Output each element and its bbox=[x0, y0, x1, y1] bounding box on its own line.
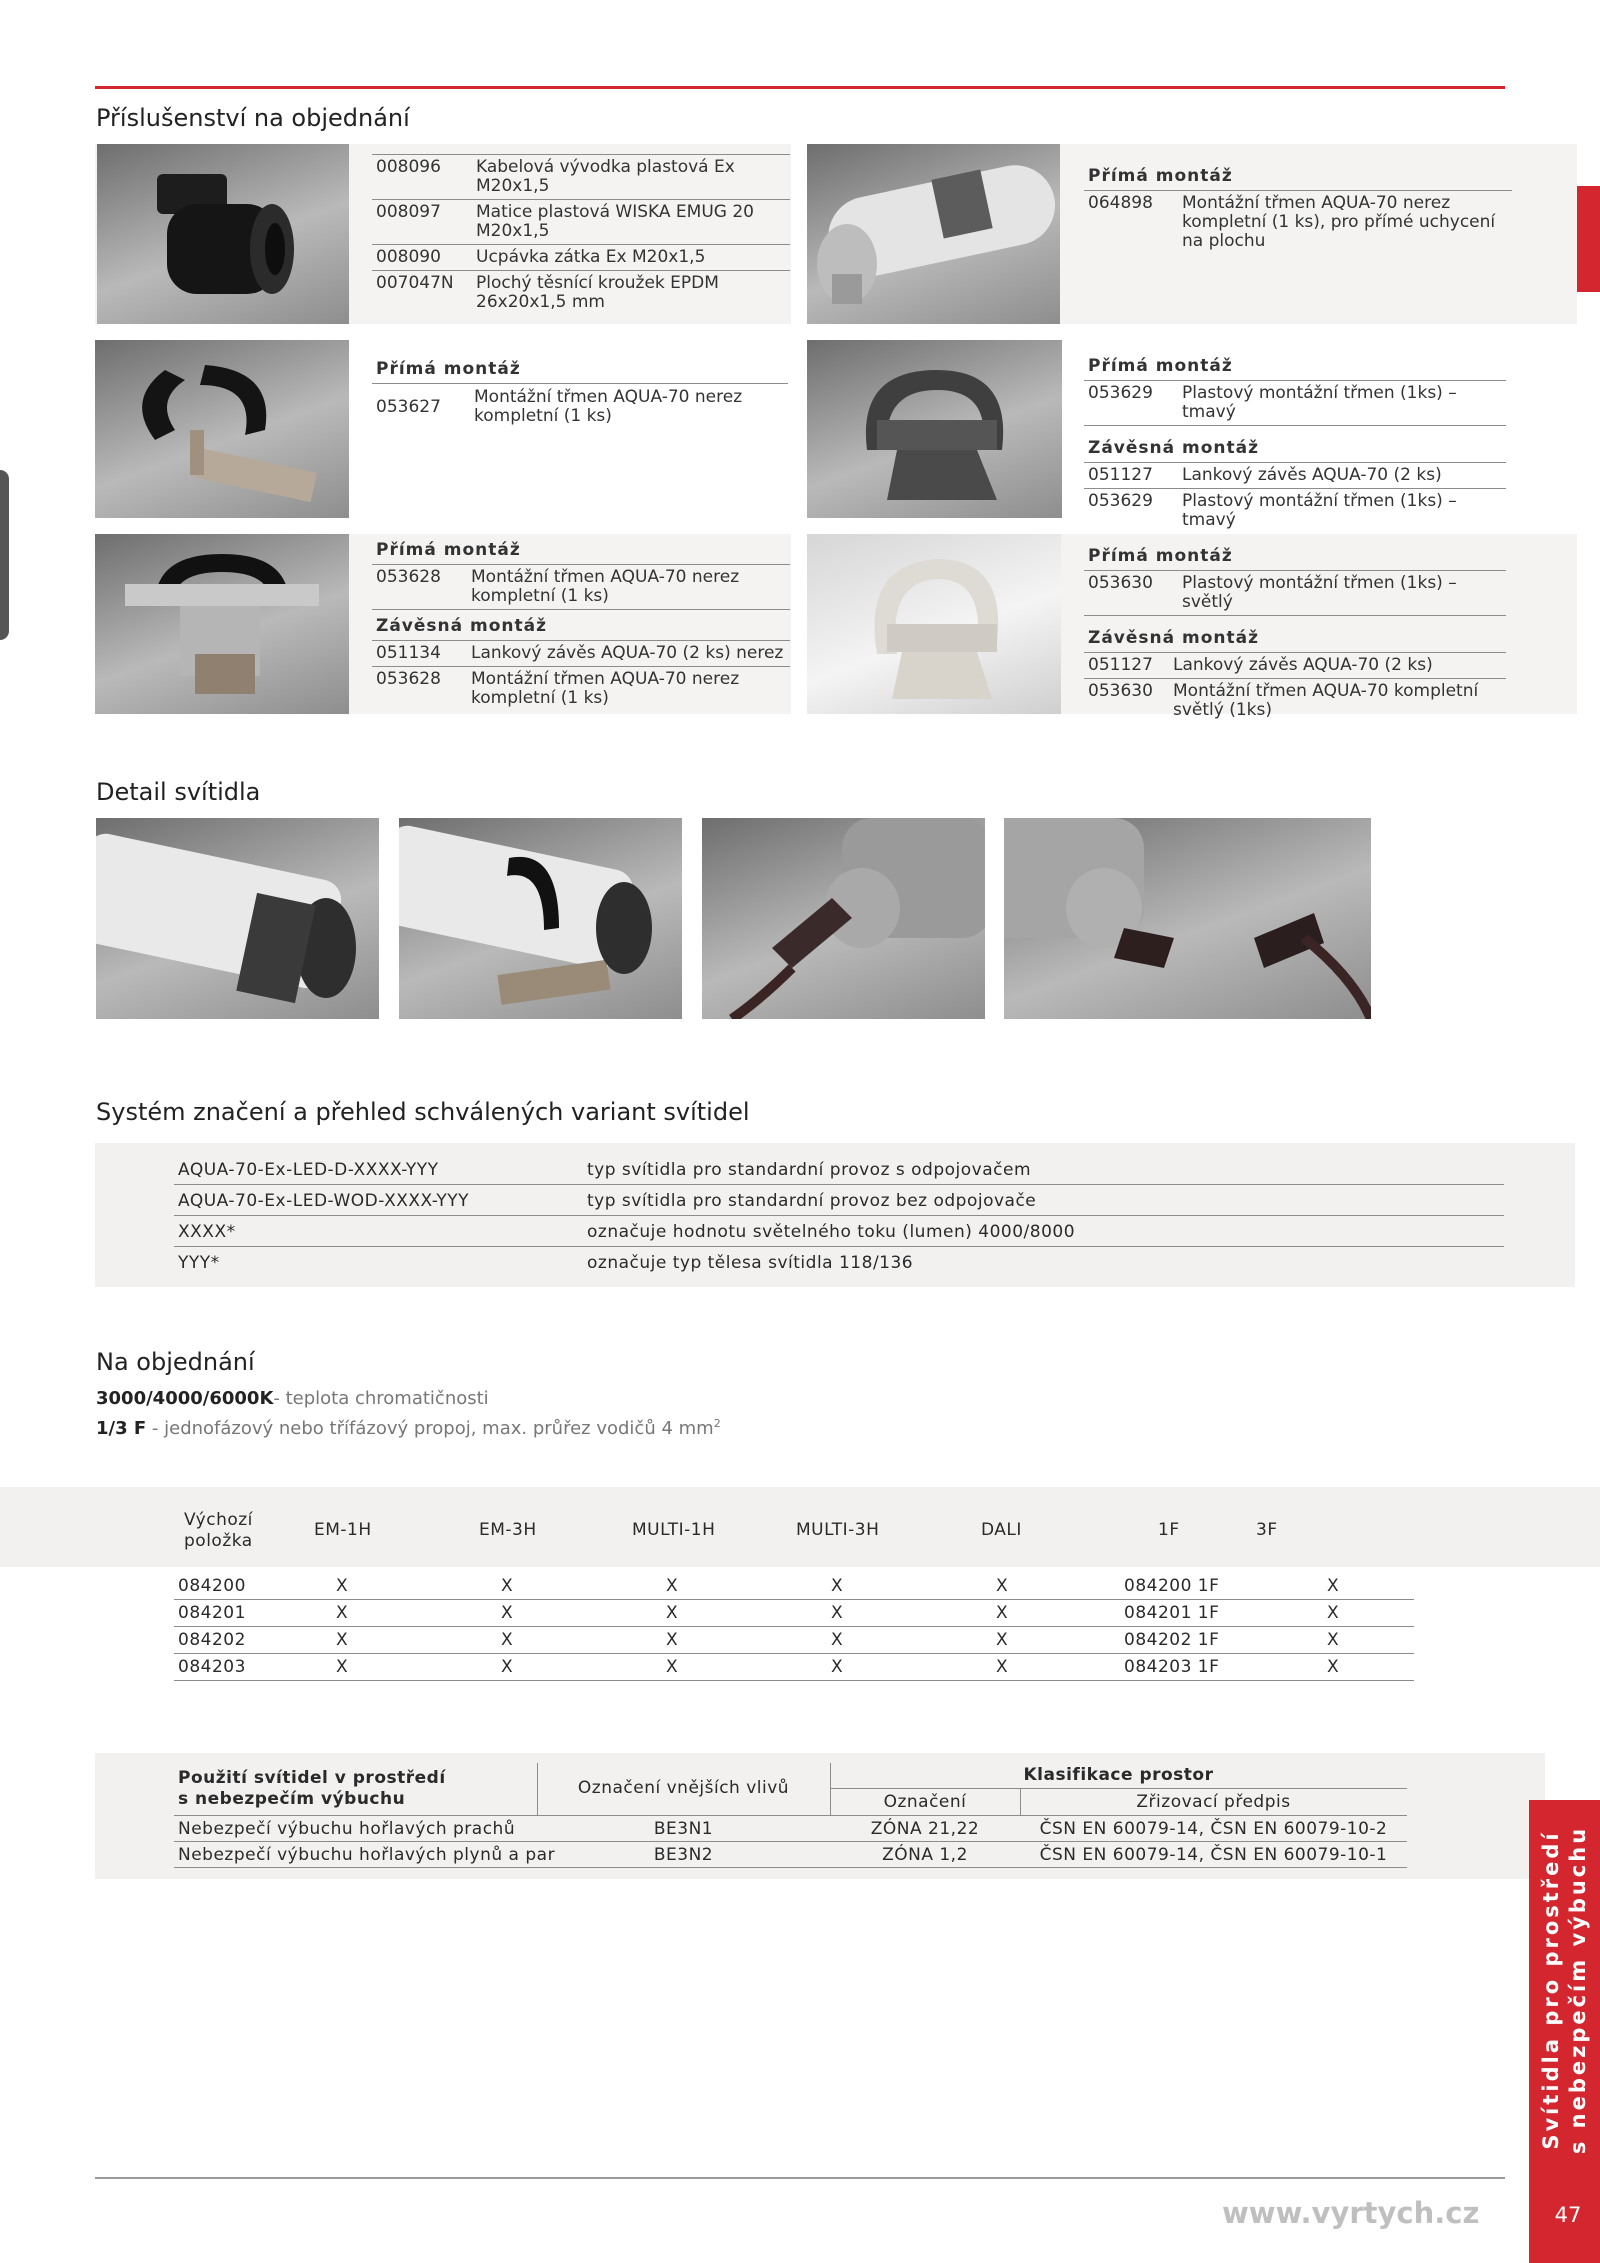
bottom-rule bbox=[95, 2177, 1505, 2179]
accessory-table-1 bbox=[372, 154, 790, 315]
header-3f: 3F bbox=[1256, 1520, 1278, 1540]
detail-photo-connector bbox=[1004, 818, 1371, 1019]
table-row: XXXX* označuje hodnotu světelného toku (lumen) 4000/8000 bbox=[174, 1216, 1504, 1247]
hazard-row-dust-label: Nebezpečí výbuchu hořlavých prachů bbox=[178, 1819, 516, 1839]
table-row: 051127 Lankový závěs AQUA-70 (2 ks) bbox=[1084, 653, 1506, 679]
accessories-title: Příslušenství na objednání bbox=[96, 104, 410, 132]
hazard-row-gas-influence: BE3N2 bbox=[653, 1845, 714, 1865]
table-row: 053629 Plastový montážní třmen (1ks) – tmavý bbox=[1084, 381, 1506, 426]
table-row: 053628 Montážní třmen AQUA-70 nerez kompletní (1 ks) bbox=[372, 565, 790, 610]
table-row: 008097 Matice plastová WISKA EMUG 20 M20x1,5 bbox=[372, 200, 790, 245]
header-em-1h: EM-1H bbox=[314, 1520, 372, 1540]
accessory-table-5 bbox=[372, 534, 790, 711]
variants-title: Systém značení a přehled schválených variant svítidel bbox=[96, 1098, 750, 1126]
table-row: 051127 Lankový závěs AQUA-70 (2 ks) bbox=[1084, 463, 1506, 489]
order-line-phase: 1/3 F - jednofázový nebo třífázový propoj, max. průřez vodičů 4 $mm^2$ bbox=[96, 1417, 721, 1439]
hazard-row-gas-zone: ZÓNA 1,2 bbox=[882, 1845, 968, 1865]
accessory-table-4 bbox=[1084, 350, 1506, 533]
table-row: 008096 Kabelová vývodka plastová Ex M20x1,5 bbox=[372, 154, 790, 200]
table-row: 084200 X X X X X 084200 1F X bbox=[174, 1572, 1414, 1600]
group-heading-direct-mount: Přímá montáž bbox=[372, 534, 790, 565]
header-space-classification: Klasifikace prostor bbox=[1023, 1765, 1214, 1785]
hazard-row-dust-influence: BE3N1 bbox=[653, 1819, 714, 1839]
hazard-row-dust-standard: ČSN EN 60079-14, ČSN EN 60079-10-2 bbox=[1039, 1819, 1388, 1839]
header-regulation: Zřizovací předpis bbox=[1136, 1792, 1291, 1812]
header-1f: 1F bbox=[1158, 1520, 1180, 1540]
light-plastic-bracket-photo bbox=[807, 534, 1061, 714]
table-row: 051134 Lankový závěs AQUA-70 (2 ks) nerez bbox=[372, 641, 790, 667]
detail-photo-bracket bbox=[399, 818, 682, 1019]
table-row: AQUA-70-Ex-LED-WOD-XXXX-YYY typ svítidla pro standardní provoz bez odpojovače bbox=[174, 1185, 1504, 1216]
accessory-table-3 bbox=[372, 353, 788, 429]
page-number: 47 bbox=[1554, 2203, 1582, 2227]
order-title: Na objednání bbox=[96, 1348, 255, 1376]
header-multi-1h: MULTI-1H bbox=[632, 1520, 716, 1540]
group-heading-direct-mount: Přímá montáž bbox=[1084, 160, 1512, 191]
group-heading-suspended-mount: Závěsná montáž bbox=[1084, 622, 1506, 653]
header-default-item: Výchozí položka bbox=[184, 1510, 253, 1551]
table-row: 053629 Plastový montážní třmen (1ks) – tmavý bbox=[1088, 491, 1457, 530]
group-heading-direct-mount: Přímá montáž bbox=[372, 353, 788, 384]
table-row: 064898 Montážní třmen AQUA-70 nerez kompletní (1 ks), pro přímé uchycení na plochu bbox=[1088, 193, 1496, 251]
stainless-bracket-photo bbox=[95, 340, 349, 518]
side-tab-line-2: s nebezpečím výbuchu bbox=[1565, 1825, 1590, 2155]
dark-plastic-bracket-photo bbox=[807, 340, 1062, 518]
hazard-row-gas-standard: ČSN EN 60079-14, ČSN EN 60079-10-1 bbox=[1039, 1845, 1388, 1865]
hazard-row-dust-zone: ZÓNA 21,22 bbox=[870, 1819, 980, 1839]
detail-title: Detail svítidla bbox=[96, 778, 261, 806]
website-link[interactable]: www.vyrtych.cz bbox=[1222, 2196, 1480, 2230]
table-row: YYY* označuje typ tělesa svítidla 118/136 bbox=[178, 1253, 914, 1273]
suspension-bracket-photo bbox=[95, 534, 349, 714]
detail-photo-cable-gland bbox=[702, 818, 985, 1019]
table-row: 053630 Plastový montážní třmen (1ks) – světlý bbox=[1084, 571, 1506, 616]
header-designation: Označení bbox=[883, 1792, 967, 1812]
table-row: 053630 Montážní třmen AQUA-70 kompletní světlý (1ks) bbox=[1088, 681, 1479, 720]
group-heading-direct-mount: Přímá montáž bbox=[1084, 350, 1506, 381]
table-row: 053628 Montážní třmen AQUA-70 nerez kompletní (1 ks) bbox=[376, 669, 740, 708]
header-em-3h: EM-3H bbox=[479, 1520, 537, 1540]
group-heading-suspended-mount: Závěsná montáž bbox=[372, 610, 790, 641]
group-heading-suspended-mount: Závěsná montáž bbox=[1084, 432, 1506, 463]
hazard-row-gas-label: Nebezpečí výbuchu hořlavých plynů a par bbox=[178, 1845, 556, 1865]
top-rule bbox=[95, 86, 1505, 89]
table-row: 084203 X X X X X 084203 1F X bbox=[174, 1653, 1414, 1681]
cable-gland-photo bbox=[97, 144, 349, 324]
side-tab-line-1: Svítidla pro prostředí bbox=[1538, 1830, 1563, 2150]
detail-photo-end-cap bbox=[96, 818, 379, 1019]
header-usage-environment: Použití svítidel v prostředí s nebezpečím výbuchu bbox=[178, 1768, 446, 1809]
table-row: 084201 X X X X X 084201 1F X bbox=[174, 1599, 1414, 1627]
group-heading-direct-mount: Přímá montáž bbox=[1084, 540, 1506, 571]
header-multi-3h: MULTI-3H bbox=[796, 1520, 880, 1540]
side-chapter-tab bbox=[1529, 1800, 1600, 2180]
table-row: AQUA-70-Ex-LED-D-XXXX-YYY typ svítidla pro standardní provoz s odpojovačem bbox=[174, 1154, 1504, 1185]
table-row: 053627 Montážní třmen AQUA-70 nerez kompletní (1 ks) bbox=[376, 387, 743, 426]
header-external-influences: Označení vnějších vlivů bbox=[577, 1778, 790, 1798]
table-row: 008090 Ucpávka zátka Ex M20x1,5 bbox=[372, 245, 790, 271]
accessory-table-6 bbox=[1084, 540, 1506, 723]
accessory-table-2 bbox=[1084, 160, 1512, 254]
table-row: 084202 X X X X X 084202 1F X bbox=[174, 1626, 1414, 1654]
left-edge-mark bbox=[0, 470, 9, 640]
header-dali: DALI bbox=[981, 1520, 1022, 1540]
order-line-temperature: 3000/4000/6000K- teplota chromatičnosti bbox=[96, 1388, 489, 1409]
table-row: 007047N Plochý těsnící kroužek EPDM 26x20x1,5 mm bbox=[376, 273, 719, 312]
direct-mount-bracket-photo bbox=[807, 144, 1060, 324]
